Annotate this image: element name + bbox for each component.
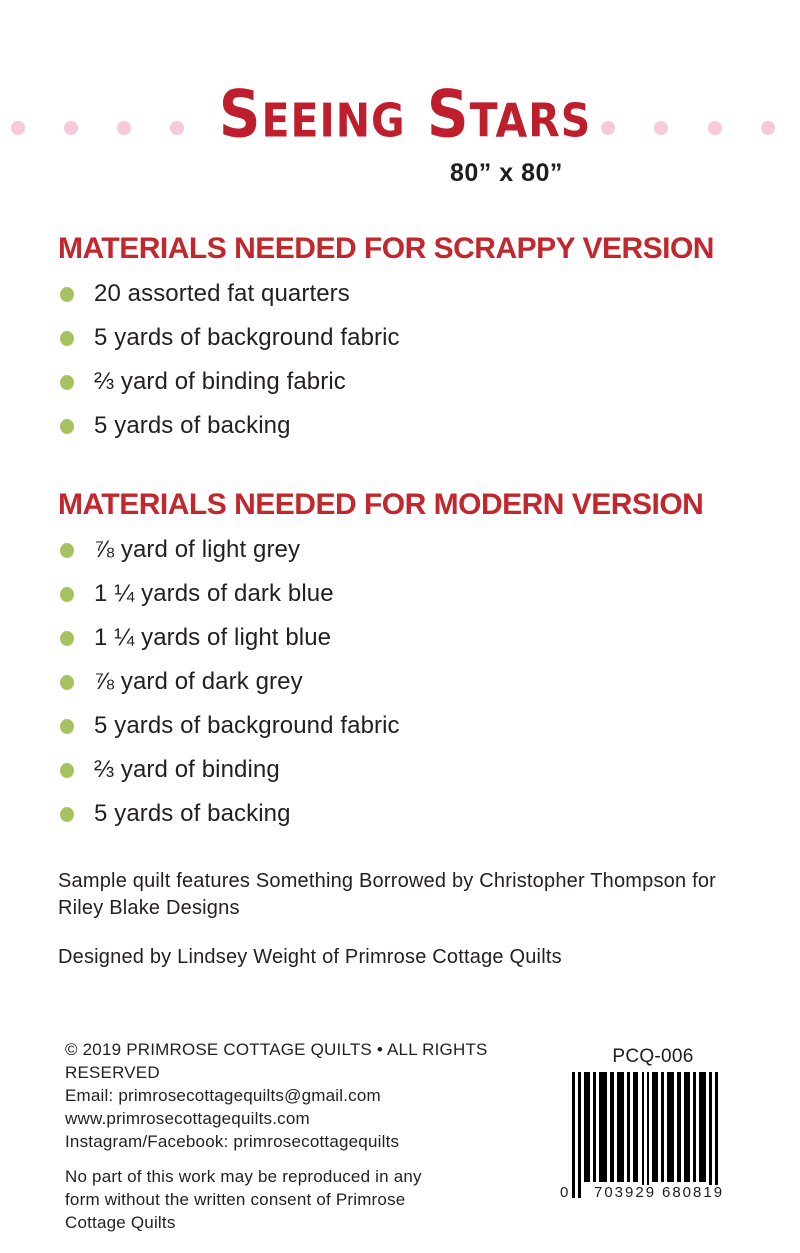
upc-barcode-icon bbox=[558, 1072, 734, 1202]
list-item bbox=[58, 660, 758, 704]
materials-section-scrappy bbox=[58, 230, 758, 448]
email-line: Email: primrosecottagequilts@gmail.com bbox=[65, 1086, 381, 1105]
list-item-label: ⅞ yard of light grey bbox=[94, 536, 301, 563]
list-item-label: 5 yards of backing bbox=[94, 800, 291, 827]
sample-fabric-note: Sample quilt features Something Borrowed by Christopher Thompson for Riley Blake Designs bbox=[58, 870, 717, 919]
list-item-label: 5 yards of background fabric bbox=[94, 324, 400, 351]
bullet-dot-icon bbox=[60, 763, 74, 778]
list-item-label: 1 ¼ yards of light blue bbox=[94, 624, 332, 651]
bullet-dot-icon bbox=[60, 631, 74, 646]
list-item-label: 5 yards of backing bbox=[94, 412, 291, 439]
pink-dot-row-left bbox=[11, 121, 184, 135]
pink-dot-icon bbox=[11, 121, 25, 135]
pink-dot-row-right bbox=[601, 121, 775, 135]
list-item-label: ⅔ yard of binding fabric bbox=[94, 368, 346, 395]
pink-dot-icon bbox=[64, 121, 78, 135]
quilt-size-label: 80” x 80” bbox=[450, 159, 563, 187]
bullet-dot-icon bbox=[60, 287, 74, 302]
materials-list bbox=[58, 272, 758, 448]
list-item-label: 5 yards of background fabric bbox=[94, 712, 400, 739]
list-item bbox=[58, 792, 758, 836]
designer-credit: Designed by Lindsey Weight of Primrose Cottage Quilts bbox=[58, 946, 562, 968]
pink-dot-icon bbox=[601, 121, 615, 135]
bullet-dot-icon bbox=[60, 375, 74, 390]
footer-contact-block bbox=[65, 1038, 535, 1234]
pink-dot-icon bbox=[170, 121, 184, 135]
barcode-digit: 0 bbox=[560, 1184, 571, 1201]
list-item bbox=[58, 528, 758, 572]
list-item bbox=[58, 616, 758, 660]
bullet-dot-icon bbox=[60, 587, 74, 602]
bullet-dot-icon bbox=[60, 807, 74, 822]
list-item-label: ⅞ yard of dark grey bbox=[94, 668, 303, 695]
section-heading: MATERIALS NEEDED FOR SCRAPPY VERSION bbox=[58, 232, 714, 265]
reproduction-notice: No part of this work may be reproduced in any form without the written consent of Primrose Cottage Quilts bbox=[65, 1167, 422, 1232]
bullet-dot-icon bbox=[60, 419, 74, 434]
list-item bbox=[58, 360, 758, 404]
barcode-digit-group: 680819 bbox=[662, 1184, 725, 1201]
list-item bbox=[58, 704, 758, 748]
section-heading: MATERIALS NEEDED FOR MODERN VERSION bbox=[58, 488, 704, 521]
pattern-number-label: PCQ-006 bbox=[612, 1046, 694, 1067]
bullet-dot-icon bbox=[60, 719, 74, 734]
pink-dot-icon bbox=[654, 121, 668, 135]
list-item bbox=[58, 272, 758, 316]
materials-content bbox=[58, 230, 758, 971]
barcode-digit-group: 703929 bbox=[594, 1184, 657, 1201]
pink-dot-icon bbox=[761, 121, 775, 135]
materials-section-modern bbox=[58, 486, 758, 836]
list-item-label: 20 assorted fat quarters bbox=[94, 280, 350, 307]
materials-list bbox=[58, 528, 758, 836]
pink-dot-icon bbox=[708, 121, 722, 135]
bullet-dot-icon bbox=[60, 675, 74, 690]
list-item bbox=[58, 316, 758, 360]
copyright-line: © 2019 PRIMROSE COTTAGE QUILTS • ALL RIGHTS RESERVED bbox=[65, 1040, 488, 1082]
social-line: Instagram/Facebook: primrosecottagequilts bbox=[65, 1132, 400, 1151]
bullet-dot-icon bbox=[60, 331, 74, 346]
bullet-dot-icon bbox=[60, 543, 74, 558]
pink-dot-icon bbox=[117, 121, 131, 135]
page-title: Seeing Stars bbox=[218, 76, 592, 153]
list-item-label: ⅔ yard of binding bbox=[94, 756, 280, 783]
list-item bbox=[58, 572, 758, 616]
list-item-label: 1 ¼ yards of dark blue bbox=[94, 580, 334, 607]
list-item bbox=[58, 748, 758, 792]
website-line: www.primrosecottagequilts.com bbox=[65, 1109, 310, 1128]
list-item bbox=[58, 404, 758, 448]
barcode-block bbox=[558, 1046, 734, 1202]
